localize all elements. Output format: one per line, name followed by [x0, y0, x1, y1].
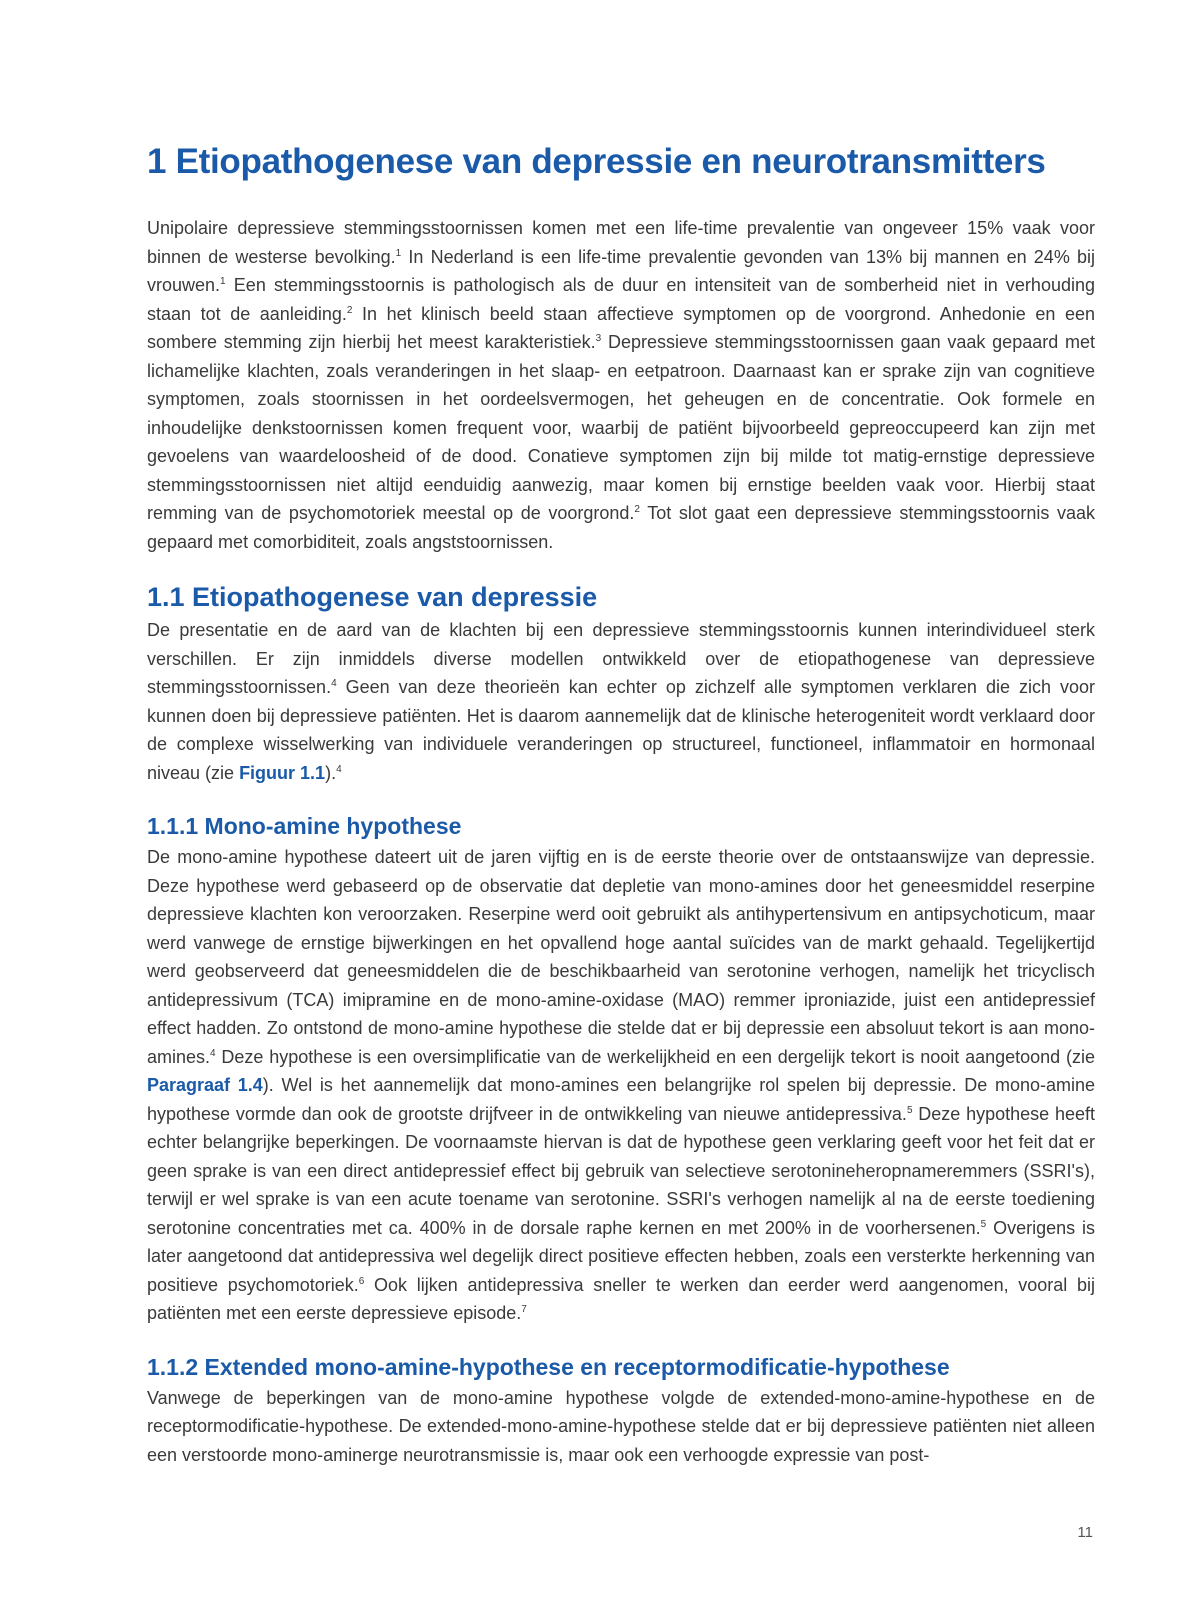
- section-1-1-1-paragraph: De mono-amine hypothese dateert uit de jaren vijftig en is de eerste theorie over de ontstaanswijze van depressie. Deze hypothese werd gebaseerd op de observatie dat depletie van mono-amines door het geneesmiddel reserpine depressieve klachten kon veroorzaken. Reserpine werd ooit gebruikt als antihypertensivum en antipsychoticum, maar werd vanwege de ernstige bijwerkingen en het opvallend hoge aantal suïcides van de markt gehaald. Tegelijkertijd werd geobserveerd dat geneesmiddelen die de beschikbaarheid van serotonine verhogen, namelijk het tricyclisch antidepressivum (TCA) imipramine en de mono-amine-oxidase (MAO) remmer iproniazide, juist een antidepressief effect hadden. Zo ontstond de mono-amine hypothese die stelde dat er bij depressie een absoluut tekort is aan mono-amines.$^4$ Deze hypothese is een oversimplificatie van de werkelijkheid en een dergelijk tekort is nooit aangetoond (zie Paragraaf 1.4). Wel is het aannemelijk dat mono-amines een belangrijke rol spelen bij depressie. De mono-amine hypothese vormde dan ook de grootste drijfveer in de ontwikkeling van nieuwe antidepressiva.$^5$ Deze hypothese heeft echter belangrijke beperkingen. De voornaamste hiervan is dat de hypothese geen verklaring geeft voor het feit dat er geen sprake is van een direct antidepressief effect bij gebruik van selectieve serotonineheropnameremmers (SSRI's), terwijl er wel sprake is van een acute toename van serotonine. SSRI's verhogen namelijk al na de eerste toediening serotonine concentraties met ca. 400% in de dorsale raphe kernen en met 200% in de voorhersenen.$^5$ Overigens is later aangetoond dat antidepressiva wel degelijk direct positieve effecten hebben, zoals een versterkte herkenning van positieve psychomotoriek.$^6$ Ook lijken antidepressiva sneller te werken dan eerder werd aangenomen, vooral bij patiënten met een eerste depressieve episode.$^7$: [147, 847, 1095, 1323]
- footnote-ref: 2: [346, 304, 353, 316]
- figure-link[interactable]: Figuur 1.1: [239, 762, 326, 783]
- footnote-ref: 6: [358, 1275, 365, 1287]
- footnote-ref: 5: [980, 1218, 987, 1230]
- section-1-1-2-paragraph: Vanwege de beperkingen van de mono-amine hypothese volgde de extended-mono-amine-hypothese en de receptormodificatie-hypothese. De extended-mono-amine-hypothese stelde dat er bij depressieve patiënten niet alleen een verstoorde mono-aminerge neurotransmissie is, maar ook een verhoogde expressie van post-: [147, 1387, 1095, 1465]
- chapter-title: 1 Etiopathogenese van depressie en neurotransmitters: [147, 142, 1046, 181]
- footnote-ref: 4: [336, 763, 342, 775]
- footnote-ref: 4: [210, 1047, 216, 1059]
- footnote-ref: 4: [331, 678, 337, 689]
- footnote-ref: 1: [220, 276, 226, 287]
- section-heading-1-1-1: 1.1.1 Mono-amine hypothese: [147, 813, 462, 839]
- footnote-ref: 7: [521, 1304, 527, 1315]
- footnote-ref: 5: [906, 1104, 913, 1116]
- footnote-ref: 3: [595, 333, 602, 344]
- section-link[interactable]: Paragraaf 1.4: [147, 1075, 263, 1095]
- footnote-ref: 1: [395, 247, 402, 259]
- intro-paragraph: Unipolaire depressieve stemmingsstoornissen komen met een life-time prevalentie van ongeveer 15% vaak voor binnen de westerse bevolking.$^1$ In Nederland is een life-time prevalentie gevonden van 13% bij mannen en 24% bij vrouwen.$^1$ Een stemmingsstoornis is pathologisch als de duur en intensiteit van de somberheid niet in verhouding staan tot de aanleiding.$^2$ In het klinisch beeld staan affectieve symptomen op de voorgrond. Anhedonie en een sombere stemming zijn hierbij het meest karakteristiek.$^3$ Depressieve stemmingsstoornissen gaan vaak gepaard met lichamelijke klachten, zoals veranderingen in het slaap- en eetpatroon. Daarnaast kan er sprake zijn van cognitieve symptomen, zoals stoornissen in het oordeelsvermogen, het geheugen en de concentratie. Ook formele en inhoudelijke denkstoornissen komen frequent voor, waarbij de patiënt bijvoorbeeld gepreoccupeerd kan zijn met gevoelens van waardeloosheid of de dood. Conatieve symptomen zijn bij milde tot matig-ernstige depressieve stemmingsstoornissen niet altijd eenduidig aanwezig, maar komen bij ernstige beelden vaak voor. Hierbij staat remming van de psychomotoriek meestal op de voorgrond.$^2$ Tot slot gaat een depressieve stemmingsstoornis vaak gepaard met comorbiditeit, zoals angststoornissen.: [147, 218, 1096, 552]
- section-heading-1-1: 1.1 Etiopathogenese van depressie: [147, 582, 598, 612]
- page-number: 11: [1077, 1524, 1093, 1541]
- section-1-1-paragraph: De presentatie en de aard van de klachten bij een depressieve stemmingsstoornis kunnen interindividueel sterk verschillen. Er zijn inmiddels diverse modellen ontwikkeld over de etiopathogenese van depressieve stemmingsstoornissen.$^4$ Geen van deze theorieën kan echter op zichzelf alle symptomen verklaren die zich voor kunnen doen bij depressieve patiënten. Het is daarom aannemelijk dat de klinische heterogeniteit wordt verklaard door de complexe wisselwerking van individuele veranderingen op structureel, functioneel, inflammatoir en hormonaal niveau (zie Figuur 1.1).$^4$: [147, 620, 1095, 783]
- document-page: [147, 128, 1095, 1469]
- footnote-ref: 2: [634, 504, 640, 515]
- section-heading-1-1-2: 1.1.2 Extended mono-amine-hypothese en receptormodificatie-hypothese: [147, 1353, 950, 1380]
